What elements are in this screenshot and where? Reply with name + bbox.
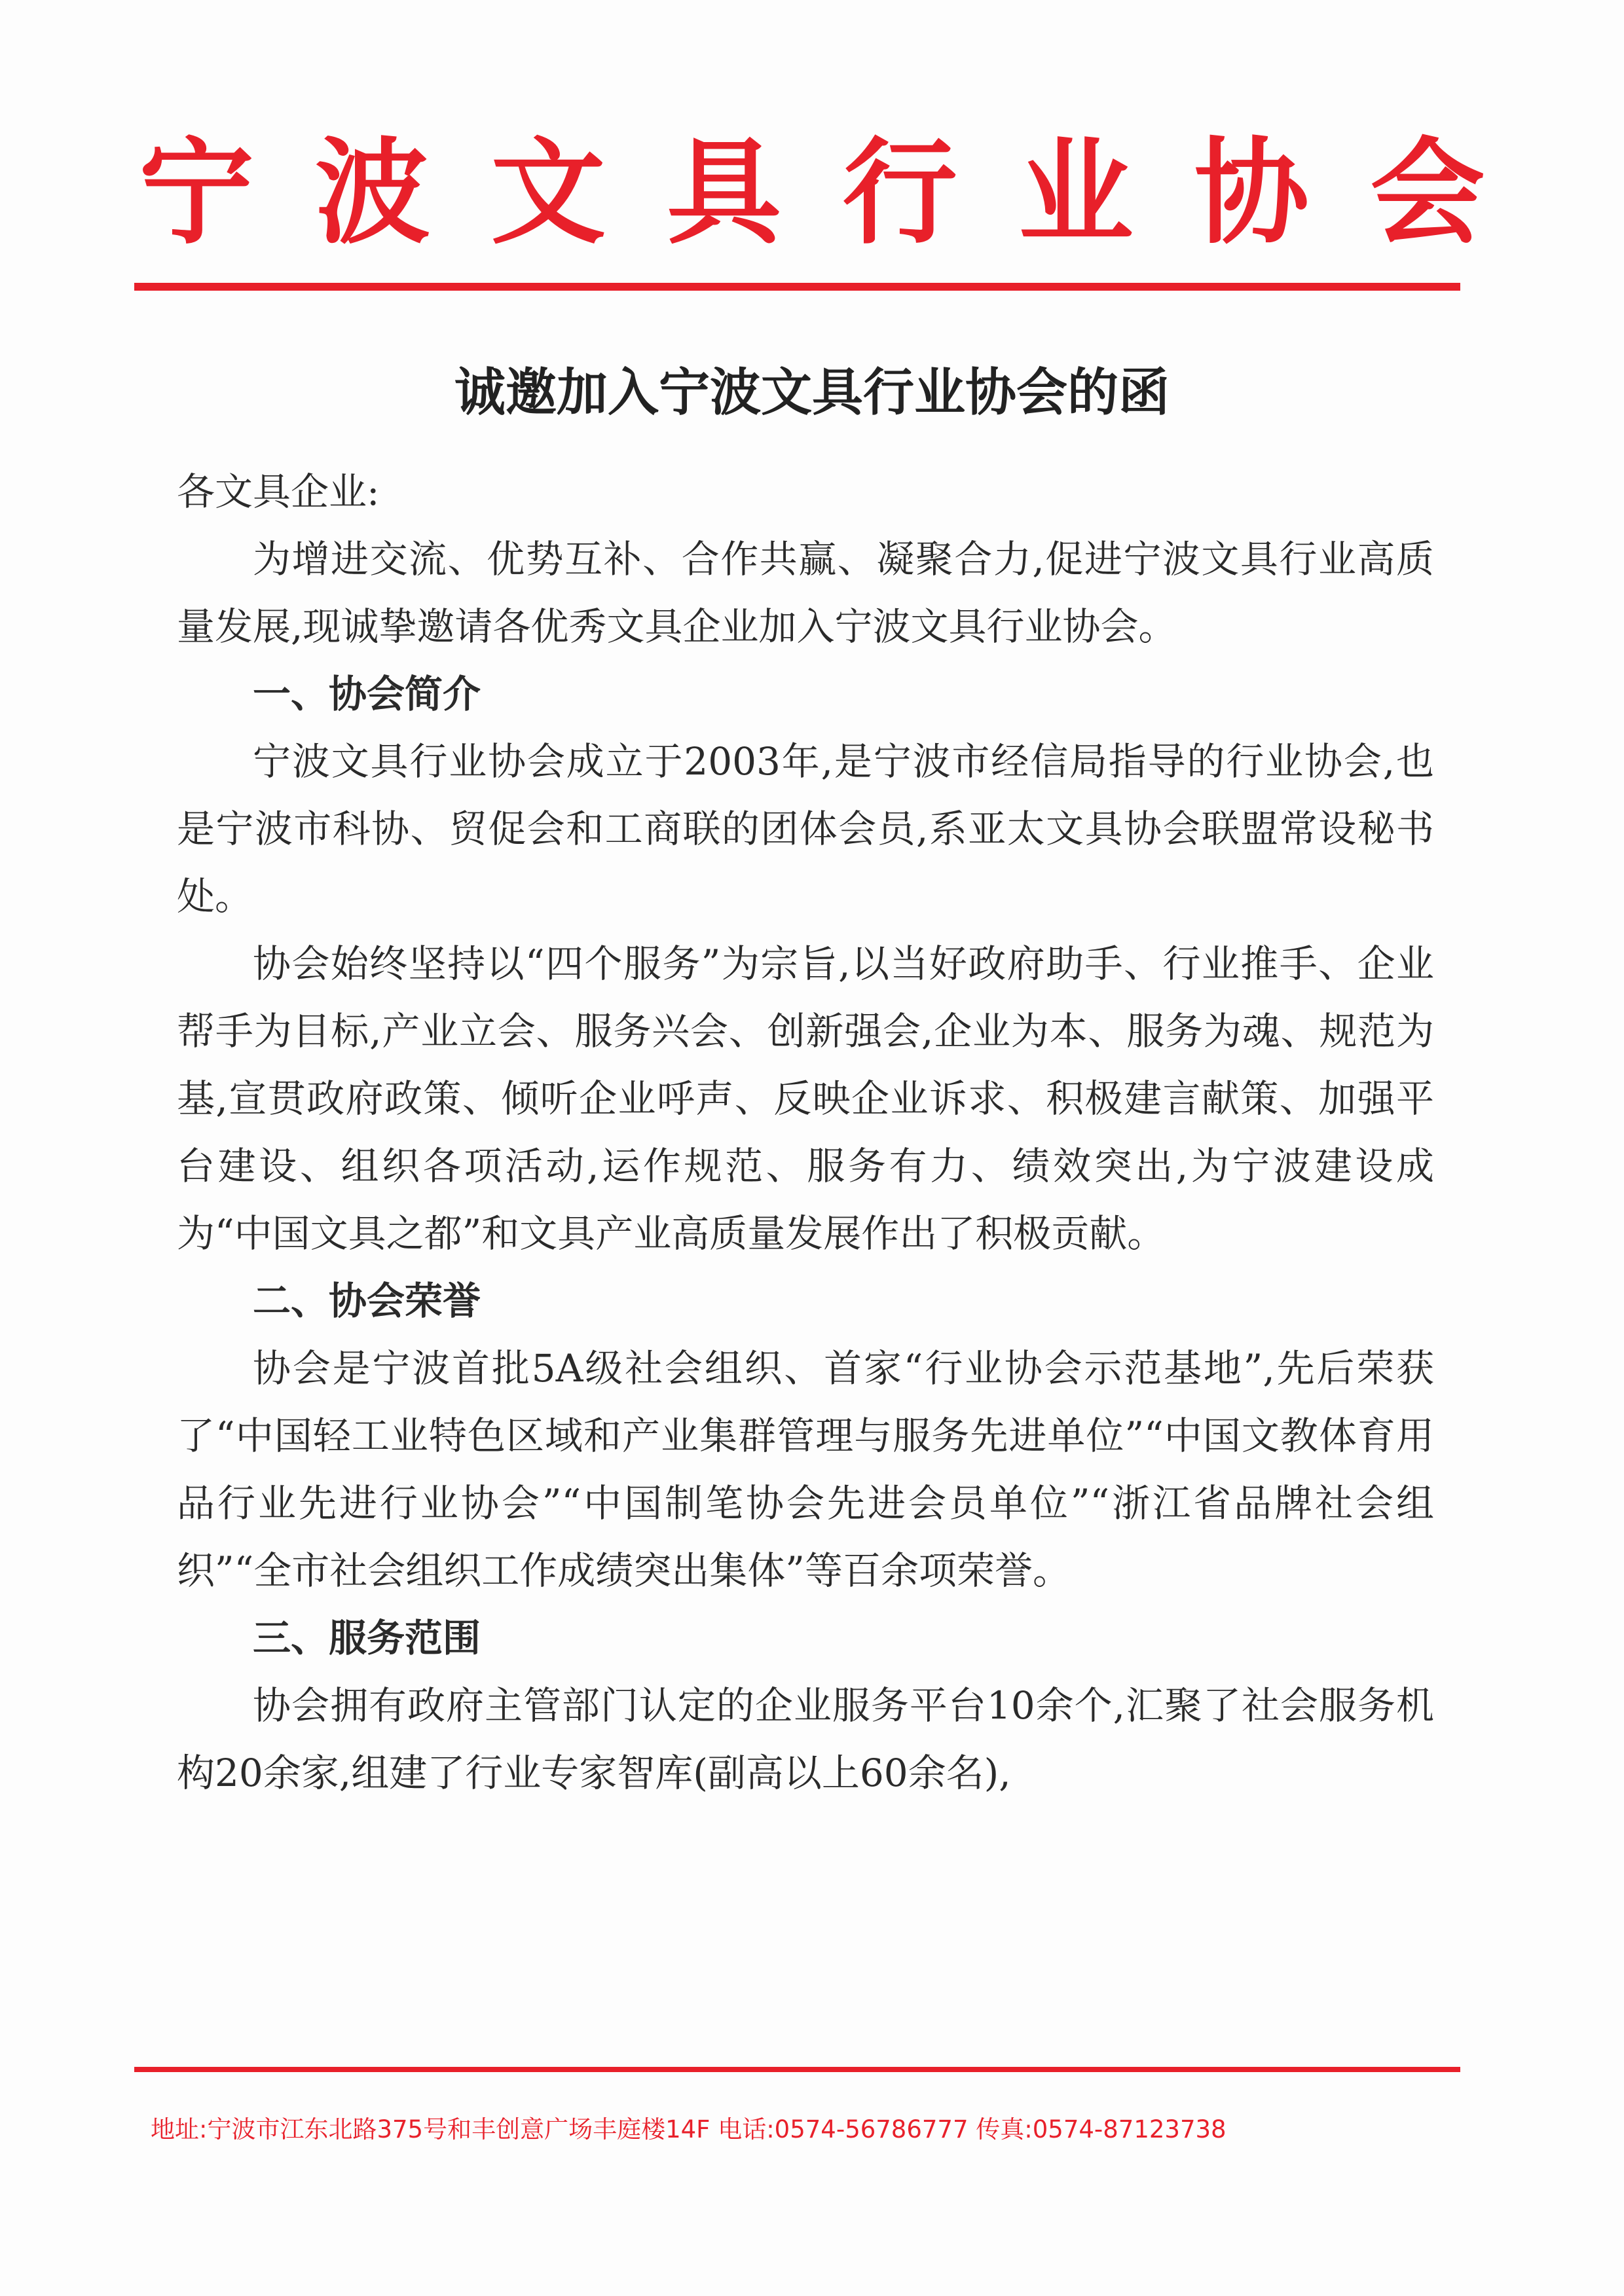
- section-heading-honors: 二、协会荣誉: [253, 1279, 481, 1323]
- section-heading-intro: 一、协会简介: [253, 672, 481, 716]
- paragraph: 宁波文具行业协会成立于2003年,是宁波市经信局指导的行业协会,也是宁波市科协、贸促会和工商联的团体会员,系亚太文具协会联盟常设秘书处。: [177, 739, 1434, 919]
- letterhead-title: [131, 128, 1493, 259]
- letterhead-char: 会: [1370, 126, 1485, 260]
- letter-body: [177, 458, 1434, 1807]
- letterhead-char: 宁: [139, 126, 254, 260]
- paragraph: 协会是宁波首批5A级社会组织、首家“行业协会示范基地”,先后荣获了“中国轻工业特色区域和产业集群管理与服务先进单位”“中国文教体育用品行业先进行业协会”“中国制笔协会先进会员单位”“浙江省品牌社会组织”“全市社会组织工作成绩突出集体”等百余项荣誉。: [177, 1346, 1434, 1593]
- letterhead-char: 具: [667, 126, 782, 260]
- paragraph: 协会始终坚持以“四个服务”为宗旨,以当好政府助手、行业推手、企业帮手为目标,产业立会、服务兴会、创新强会,企业为本、服务为魂、规范为基,宣贯政府政策、倾听企业呼声、反映企业诉求、积极建言献策、加强平台建设、组织各项活动,运作规范、服务有力、绩效突出,为宁波建设成为“中国文具之都”和文具产业高质量发展作出了积极贡献。: [177, 941, 1434, 1256]
- section-heading-services: 三、服务范围: [253, 1616, 481, 1660]
- footer-contact: 地址:宁波市江东北路375号和丰创意广场丰庭楼14F 电话:0574-56786777 传真:0574-87123738: [151, 2115, 1227, 2143]
- letterhead-char: 业: [1018, 126, 1134, 260]
- letterhead-divider: [134, 283, 1460, 291]
- document-title: 诚邀加入宁波文具行业协会的函: [454, 363, 1170, 422]
- footer-divider: [134, 2067, 1460, 2072]
- letterhead-char: 协: [1194, 126, 1309, 260]
- intro-paragraph: 为增进交流、优势互补、合作共赢、凝聚合力,促进宁波文具行业高质量发展,现诚挚邀请各优秀文具企业加入宁波文具行业协会。: [177, 537, 1434, 649]
- salutation: 各文具企业:: [177, 469, 380, 514]
- letterhead-char: 波: [315, 126, 430, 260]
- letterhead-char: 行: [842, 126, 957, 260]
- paragraph: 协会拥有政府主管部门认定的企业服务平台10余个,汇聚了社会服务机构20余家,组建了行业专家智库(副高以上60余名),: [177, 1683, 1434, 1795]
- letterhead-char: 文: [490, 126, 606, 260]
